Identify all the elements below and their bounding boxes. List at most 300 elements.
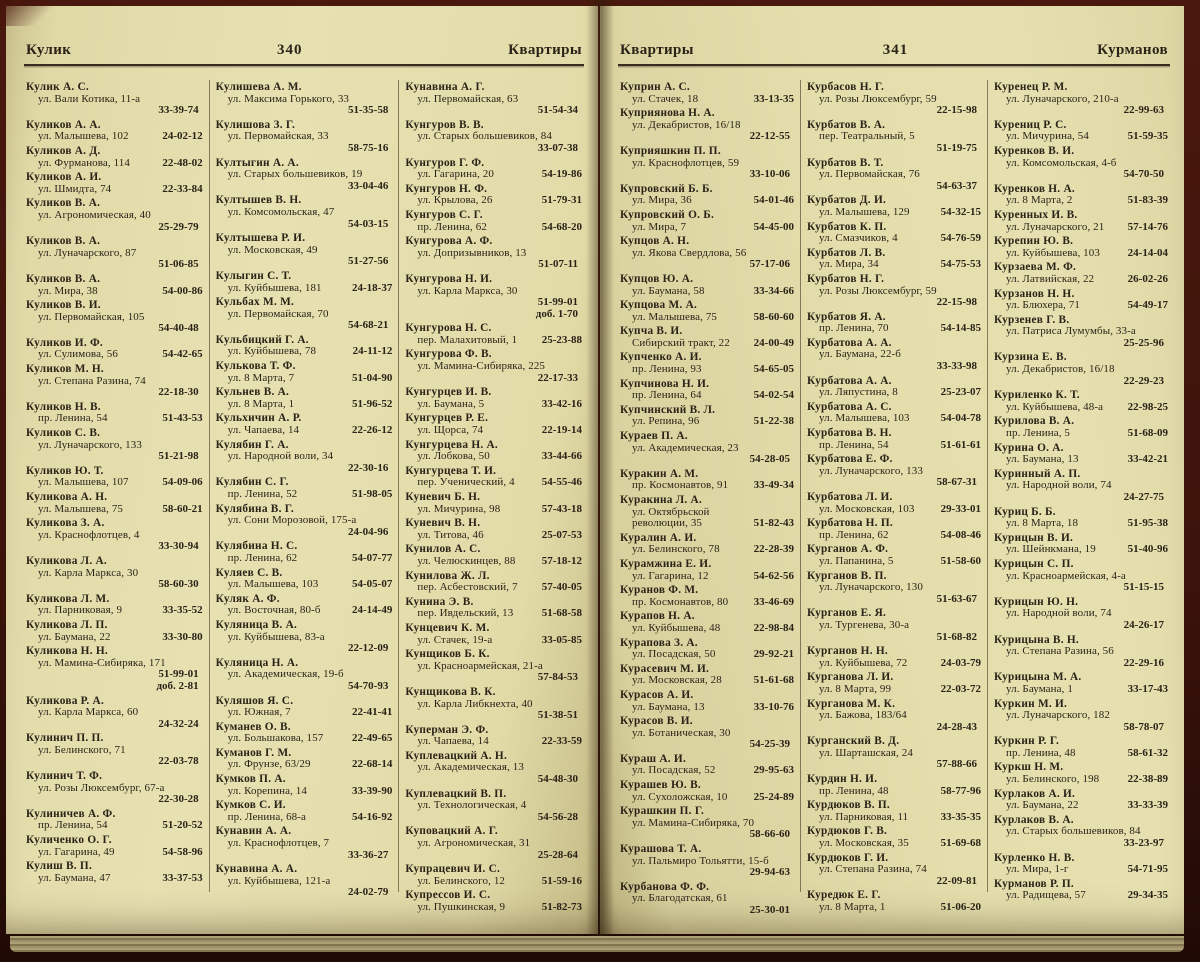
entry-phone: 58-66-60 bbox=[749, 828, 790, 841]
entry-line bbox=[620, 480, 794, 492]
entry-name: Курдин Н. И. bbox=[807, 773, 878, 786]
entry-name: Курдюков Г. И. bbox=[807, 851, 889, 864]
entry-line bbox=[620, 597, 794, 609]
directory-entry bbox=[807, 312, 981, 335]
entry-line bbox=[26, 756, 203, 768]
entry-address: ул. Народной воли, 74 bbox=[1006, 607, 1112, 620]
entry-address: ул. Краснофлотцев, 4 bbox=[38, 528, 140, 541]
entry-line bbox=[405, 195, 582, 207]
entry-phone: 22-98-84 bbox=[753, 621, 794, 634]
entry-name: Куприянова Н. А. bbox=[620, 107, 715, 120]
entry-address: ул. Академическая, 13 bbox=[417, 761, 524, 774]
entry-address: ул. Гагарина, 49 bbox=[38, 845, 115, 858]
entry-address: ул. Баумана, 5 bbox=[417, 397, 485, 410]
directory-entry bbox=[994, 82, 1168, 117]
entry-line bbox=[994, 544, 1168, 556]
entry-phone: 22-98-25 bbox=[1127, 400, 1168, 413]
entry-name: Куликов Н. В. bbox=[26, 400, 101, 413]
entry-address: ул. Мамина-Сибиряка, 225 bbox=[417, 360, 546, 373]
directory-entry bbox=[26, 364, 203, 399]
directory-entry bbox=[994, 146, 1168, 181]
entry-name: Купченко А. И. bbox=[620, 351, 702, 364]
entry-name: Кунгуров С. Г. bbox=[405, 208, 483, 221]
entry-name: Кунгурова Н. И. bbox=[405, 272, 493, 285]
entry-phone: 24-02-12 bbox=[162, 130, 203, 143]
entry-line bbox=[26, 158, 203, 170]
entry-line bbox=[26, 323, 203, 335]
entry-phone: 29-95-63 bbox=[753, 764, 794, 777]
entry-line bbox=[994, 492, 1168, 504]
entry-name: Кулиничев А. Ф. bbox=[26, 807, 116, 820]
column-6 bbox=[987, 80, 1174, 902]
entry-address: ул. Благодатская, 61 bbox=[632, 892, 728, 905]
entry-name: Кульнев В. А. bbox=[215, 386, 290, 399]
entry-name: Куплевацкий А. Н. bbox=[405, 749, 508, 762]
entry-name: Курасов А. И. bbox=[620, 688, 694, 701]
entry-phone: 22-19-14 bbox=[541, 424, 583, 437]
directory-entry bbox=[216, 195, 393, 230]
entry-phone: 57-18-12 bbox=[541, 554, 583, 567]
entry-address: ул. Старых большевиков, 19 bbox=[227, 168, 363, 181]
entry-address: ул. 8 Марта, 7 bbox=[227, 371, 295, 384]
entry-line bbox=[216, 320, 393, 332]
entry-phone: 51-15-15 bbox=[1123, 581, 1164, 594]
directory-entry bbox=[994, 789, 1168, 812]
entry-name: Купрессов И. С. bbox=[405, 889, 491, 902]
entry-phone: 24-14-49 bbox=[352, 604, 393, 617]
entry-address: ул. Степана Разина, 74 bbox=[38, 374, 146, 387]
entry-phone: 24-11-12 bbox=[352, 345, 393, 358]
entry-line bbox=[216, 812, 393, 824]
entry-name: Курбатова В. Н. bbox=[807, 427, 892, 440]
entry-address: ул. Розы Люксембург, 67-а bbox=[38, 781, 165, 794]
entry-line bbox=[405, 399, 582, 411]
column-1 bbox=[20, 80, 209, 892]
directory-entry bbox=[216, 271, 393, 294]
entry-phone: 22-26-12 bbox=[352, 424, 393, 437]
entry-line bbox=[405, 361, 582, 373]
entry-address: ул. Технологическая, 4 bbox=[417, 799, 527, 812]
entry-line bbox=[620, 222, 794, 234]
directory-entry bbox=[994, 853, 1168, 876]
entry-name: Курбасов Н. Г. bbox=[807, 81, 885, 93]
entry-phone: 54-25-39 bbox=[749, 738, 790, 751]
entry-line bbox=[994, 364, 1168, 376]
entry-phone: 54-55-46 bbox=[541, 476, 583, 489]
entry-address: ул. Первомайская, 33 bbox=[227, 130, 329, 143]
entry-line bbox=[620, 623, 794, 635]
entry-line bbox=[405, 902, 582, 914]
entry-phone: 58-78-07 bbox=[1123, 720, 1164, 733]
entry-line bbox=[405, 425, 582, 437]
entry-line bbox=[26, 131, 203, 143]
entry-line bbox=[620, 675, 794, 687]
entry-address: ул. Баумана, 13 bbox=[1006, 453, 1079, 466]
entry-name: Куринный А. П. bbox=[994, 467, 1081, 480]
entry-line bbox=[405, 838, 582, 850]
entry-line bbox=[620, 94, 794, 106]
entry-address: ул. Мира, 7 bbox=[632, 220, 687, 233]
entry-line bbox=[807, 722, 981, 734]
entry-phone: 22-29-16 bbox=[1123, 656, 1164, 669]
entry-line bbox=[216, 373, 393, 385]
entry-line bbox=[994, 428, 1168, 440]
entry-line bbox=[405, 222, 582, 234]
entry-address: ул. Красноармейская, 21-а bbox=[417, 659, 543, 672]
directory-entry bbox=[994, 736, 1168, 759]
entry-phone: 22-12-09 bbox=[348, 642, 389, 655]
entry-phone: 51-59-35 bbox=[1127, 130, 1168, 143]
entry-line bbox=[26, 286, 203, 298]
entry-line bbox=[26, 632, 203, 644]
entry-name: Кунгурцева Н. А. bbox=[405, 438, 498, 451]
entry-address: ул. Фрунзе, 63/29 bbox=[227, 758, 311, 771]
directory-entry bbox=[405, 751, 582, 786]
entry-line bbox=[620, 169, 794, 181]
entry-name: Курлаков А. И. bbox=[994, 787, 1076, 800]
entry-line bbox=[994, 838, 1168, 850]
entry-address: ул. Карла Либкнехта, 40 bbox=[417, 697, 533, 710]
entry-line bbox=[216, 579, 393, 591]
entry-name: Куредюк Е. Г. bbox=[807, 889, 881, 902]
directory-entry bbox=[994, 597, 1168, 632]
entry-name: Куликова Л. А. bbox=[26, 554, 107, 567]
entry-address: ул. Московская, 49 bbox=[227, 243, 318, 256]
entry-line bbox=[26, 387, 203, 399]
directory-entry bbox=[994, 262, 1168, 285]
directory-entry bbox=[807, 428, 981, 451]
entry-line bbox=[405, 143, 582, 155]
entry-phone: 24-28-43 bbox=[936, 720, 977, 733]
entry-phone: доб. 2-81 bbox=[156, 679, 199, 692]
entry-line bbox=[807, 812, 981, 824]
entry-address: ул. 8 Марта, 1 bbox=[819, 901, 886, 913]
directory-entry bbox=[216, 594, 393, 617]
entry-name: Куперман Э. Ф. bbox=[405, 723, 489, 736]
entry-address: пер. Театральный, 5 bbox=[819, 130, 915, 143]
directory-entry bbox=[807, 222, 981, 245]
entry-phone: 54-71-95 bbox=[1127, 863, 1168, 876]
entry-address: пр. Ленина, 62 bbox=[227, 551, 298, 564]
entry-phone: 33-46-69 bbox=[753, 595, 794, 608]
entry-phone: 54-68-21 bbox=[348, 319, 389, 332]
entry-line bbox=[405, 710, 582, 722]
entry-line bbox=[216, 759, 393, 771]
entry-line bbox=[994, 800, 1168, 812]
entry-line bbox=[807, 387, 981, 399]
directory-entry bbox=[807, 544, 981, 567]
entry-phone: 51-06-85 bbox=[158, 258, 199, 271]
entry-address: ул. Карла Маркса, 60 bbox=[38, 706, 139, 719]
entry-address: ул. Белинского, 78 bbox=[632, 543, 720, 556]
entry-address: ул. Академическая, 23 bbox=[632, 441, 739, 454]
header-rule bbox=[24, 64, 584, 66]
entry-line bbox=[26, 681, 203, 693]
entry-line bbox=[405, 530, 582, 542]
entry-line bbox=[807, 684, 981, 696]
entry-address: ул. Щорса, 74 bbox=[417, 424, 484, 437]
column-3 bbox=[398, 80, 588, 913]
entry-name: Курашев Ю. В. bbox=[620, 779, 701, 792]
entry-phone: 54-75-53 bbox=[940, 258, 981, 271]
entry-line bbox=[216, 181, 393, 193]
entry-name: Куликова Л. П. bbox=[26, 618, 108, 631]
entry-phone: 22-09-81 bbox=[936, 874, 977, 887]
entry-line bbox=[807, 169, 981, 181]
entry-line bbox=[216, 887, 393, 899]
entry-line bbox=[807, 620, 981, 632]
entry-line bbox=[994, 402, 1168, 414]
entry-name: Курлаков В. А. bbox=[994, 813, 1074, 826]
entry-phone: 33-42-16 bbox=[541, 397, 583, 410]
entry-address: ул. Репина, 96 bbox=[632, 415, 700, 428]
entry-name: Куранов Ф. М. bbox=[620, 584, 699, 597]
directory-entry bbox=[620, 82, 794, 105]
entry-name: Култышева Р. И. bbox=[215, 232, 306, 245]
entry-name: Кунгурова Н. С. bbox=[405, 322, 492, 335]
entry-line bbox=[620, 364, 794, 376]
directory-entry bbox=[807, 454, 981, 489]
entry-address: ул. Карла Маркса, 30 bbox=[417, 284, 518, 297]
entry-name: Курашова Т. А. bbox=[620, 843, 702, 856]
entry-line bbox=[26, 349, 203, 361]
entry-phone: 54-04-78 bbox=[940, 412, 981, 425]
entry-phone: 58-60-60 bbox=[753, 310, 794, 323]
entry-name: Кулинич П. П. bbox=[26, 732, 104, 745]
directory-entry bbox=[807, 338, 981, 373]
entry-name: Курбатова Н. П. bbox=[807, 517, 893, 530]
directory-entry bbox=[807, 736, 981, 771]
entry-address: ул. Первомайская, 63 bbox=[417, 92, 519, 105]
entry-name: Курбатов В. А. bbox=[807, 118, 886, 131]
entry-name: Курасов В. И. bbox=[620, 715, 693, 728]
entry-line bbox=[405, 169, 582, 181]
entry-phone: 22-28-39 bbox=[753, 543, 794, 556]
directory-entry bbox=[994, 559, 1168, 594]
directory-entry bbox=[994, 236, 1168, 259]
entry-line bbox=[26, 222, 203, 234]
entry-phone: 25-23-88 bbox=[541, 333, 583, 346]
entry-line bbox=[994, 864, 1168, 876]
entry-phone: 54-62-56 bbox=[753, 569, 794, 582]
entry-address: ул. Мичурина, 98 bbox=[417, 502, 501, 515]
entry-line bbox=[26, 259, 203, 271]
directory-entry bbox=[26, 120, 203, 143]
entry-line bbox=[216, 786, 393, 798]
entry-phone: 29-92-21 bbox=[753, 648, 794, 661]
entry-line bbox=[807, 556, 981, 568]
directory-entry bbox=[26, 402, 203, 425]
directory-entry bbox=[26, 300, 203, 335]
running-head-right: Курманов bbox=[1097, 42, 1168, 58]
entry-name: Куриленко К. Т. bbox=[994, 389, 1080, 402]
entry-name: Кунгуров Г. Ф. bbox=[405, 156, 485, 169]
entry-address: пр. Ленина, 54 bbox=[38, 412, 108, 425]
entry-name: Култыгин А. А. bbox=[215, 156, 299, 169]
entry-phone: 29-94-63 bbox=[749, 866, 790, 879]
running-head-right: Квартиры bbox=[508, 42, 582, 58]
entry-name: Кулябина Н. С. bbox=[215, 540, 298, 553]
entry-name: Кунщикова В. К. bbox=[405, 685, 496, 698]
entry-address: ул. Мира, 34 bbox=[819, 258, 879, 271]
entry-address: пр. Ленина, 52 bbox=[227, 488, 298, 500]
entry-address: ул. Куйбышева, 48 bbox=[632, 621, 721, 634]
entry-phone: 54-08-46 bbox=[940, 528, 981, 541]
entry-name: Кунгуров Н. Ф. bbox=[405, 182, 488, 195]
entry-line bbox=[405, 582, 582, 594]
directory-entry bbox=[26, 594, 203, 617]
entry-phone: 22-49-65 bbox=[352, 732, 393, 745]
entry-name: Курманов Р. П. bbox=[994, 877, 1074, 890]
entry-address: ул. Декабристов, 16/18 bbox=[632, 118, 741, 131]
entry-phone: 54-42-65 bbox=[162, 348, 203, 361]
entry-name: Курганов Н. Н. bbox=[807, 645, 888, 658]
directory-entry bbox=[216, 568, 393, 591]
entry-phone: 57-40-05 bbox=[541, 581, 583, 594]
entry-name: Куренец Р. М. bbox=[994, 81, 1068, 93]
entry-line bbox=[620, 867, 794, 879]
entry-phone: 51-07-11 bbox=[538, 258, 579, 271]
entry-phone: 54-32-15 bbox=[940, 205, 981, 218]
entry-phone: 54-49-17 bbox=[1127, 299, 1168, 312]
entry-phone: 33-33-98 bbox=[936, 360, 977, 373]
entry-name: Кунавин А. А. bbox=[215, 825, 292, 838]
entry-address: ул. Папанина, 5 bbox=[819, 554, 894, 567]
entry-address: ул. Краснофлотцев, 59 bbox=[632, 156, 740, 169]
directory-entry bbox=[620, 352, 794, 375]
entry-line bbox=[807, 632, 981, 644]
entry-address: ул. Степана Разина, 74 bbox=[819, 863, 927, 876]
directory-entry bbox=[807, 82, 981, 117]
entry-line bbox=[405, 672, 582, 684]
entry-name: Култышев В. Н. bbox=[215, 194, 302, 207]
entry-address: ул. Стачек, 18 bbox=[632, 92, 699, 105]
directory-entry bbox=[994, 352, 1168, 387]
directory-entry bbox=[405, 725, 582, 748]
entry-address: пер. Ученический, 4 bbox=[417, 476, 515, 489]
entry-line bbox=[216, 105, 393, 117]
entry-line bbox=[807, 181, 981, 193]
entry-address: ул. Академическая, 19-б bbox=[227, 668, 344, 681]
entry-line bbox=[26, 794, 203, 806]
directory-entry bbox=[807, 853, 981, 888]
directory-entry bbox=[807, 646, 981, 669]
entry-phone: 25-07-53 bbox=[541, 528, 583, 541]
entry-line bbox=[405, 105, 582, 117]
entry-address: ул. Агрономическая, 31 bbox=[417, 837, 531, 850]
entry-line bbox=[216, 143, 393, 155]
entry-name: Куневич Б. Н. bbox=[405, 491, 481, 503]
entry-address: ул. 8 Марта, 18 bbox=[1006, 517, 1079, 530]
entry-phone: 25-28-64 bbox=[537, 848, 579, 861]
directory-entry bbox=[26, 620, 203, 643]
entry-address: ул. Лобкова, 50 bbox=[417, 450, 490, 463]
directory-entry bbox=[620, 236, 794, 271]
entry-phone: 22-15-98 bbox=[936, 104, 977, 117]
entry-address: ул. Первомайская, 70 bbox=[227, 307, 329, 320]
directory-entry bbox=[994, 507, 1168, 530]
entry-line bbox=[216, 463, 393, 475]
entry-address: ул. Сони Морозовой, 175-а bbox=[227, 514, 357, 527]
entry-line bbox=[620, 195, 794, 207]
directory-entry bbox=[26, 518, 203, 553]
entry-phone: 54-05-07 bbox=[352, 578, 393, 591]
entry-line bbox=[216, 219, 393, 231]
directory-entry bbox=[620, 611, 794, 634]
entry-phone: 24-18-37 bbox=[352, 281, 393, 294]
entry-line bbox=[807, 786, 981, 798]
entry-name: Курзенев Г. В. bbox=[994, 313, 1070, 326]
entry-line bbox=[405, 850, 582, 862]
entry-line bbox=[620, 739, 794, 751]
entry-name: Кунгурова А. Ф. bbox=[405, 235, 493, 248]
entry-name: Куликова З. А. bbox=[26, 517, 105, 530]
entry-line bbox=[405, 373, 582, 385]
entry-name: Курапов Н. А. bbox=[620, 610, 695, 623]
entry-phone: 22-99-63 bbox=[1123, 104, 1164, 117]
entry-name: Курашкин П. Г. bbox=[620, 805, 705, 818]
entry-phone: 54-70-50 bbox=[1123, 168, 1164, 181]
entry-name: Кунгурова Ф. В. bbox=[405, 348, 492, 361]
directory-entry bbox=[994, 635, 1168, 670]
entry-phone: 54-03-15 bbox=[348, 217, 389, 230]
entry-phone: 29-34-35 bbox=[1127, 889, 1168, 902]
entry-line bbox=[620, 544, 794, 556]
entry-name: Купцов Ю. А. bbox=[620, 272, 694, 285]
entry-address: ул. Куйбышева, 78 bbox=[227, 345, 317, 358]
entry-name: Курганов В. П. bbox=[807, 569, 887, 582]
entry-name: Курзина Е. В. bbox=[994, 351, 1067, 364]
entry-line bbox=[620, 702, 794, 714]
entry-line bbox=[26, 707, 203, 719]
entry-address: ул. Парниковая, 9 bbox=[38, 604, 123, 617]
entry-address: пр. Ленина, 62 bbox=[819, 528, 889, 541]
entry-name: Кунилова Ж. Л. bbox=[405, 569, 490, 582]
directory-entry bbox=[994, 443, 1168, 466]
entry-name: Курганов А. Ф. bbox=[807, 543, 889, 556]
entry-phone: 33-05-85 bbox=[541, 633, 583, 646]
entry-address: ул. Сухоложская, 10 bbox=[632, 790, 728, 803]
entry-phone: 22-03-78 bbox=[158, 755, 199, 768]
directory-entry bbox=[405, 274, 582, 320]
directory-entry bbox=[26, 274, 203, 297]
directory-entry bbox=[26, 466, 203, 489]
entry-phone: 33-30-94 bbox=[158, 540, 199, 553]
entry-phone: 57-43-18 bbox=[541, 502, 583, 515]
entry-address: ул. Белинского, 71 bbox=[38, 743, 126, 756]
directory-entry bbox=[405, 649, 582, 684]
entry-line bbox=[405, 297, 582, 309]
entry-address: ул. Шарташская, 24 bbox=[819, 746, 913, 759]
entry-name: Куляница Н. А. bbox=[215, 656, 299, 669]
entry-phone: 54-02-54 bbox=[753, 389, 794, 402]
entry-phone: 24-02-79 bbox=[348, 886, 389, 899]
entry-phone: 22-38-89 bbox=[1127, 773, 1168, 786]
entry-address: ул. Мамина-Сибиряка, 70 bbox=[632, 816, 755, 829]
entry-phone: 33-44-66 bbox=[541, 450, 583, 463]
entry-line bbox=[620, 390, 794, 402]
directory-entry bbox=[620, 431, 794, 466]
entry-name: Кунилов А. С. bbox=[405, 543, 481, 556]
entry-phone: 22-29-23 bbox=[1123, 374, 1164, 387]
entry-phone: 51-54-34 bbox=[537, 104, 579, 117]
entry-line bbox=[216, 425, 393, 437]
entry-name: Куляница В. А. bbox=[215, 618, 298, 631]
entry-line bbox=[620, 905, 794, 917]
entry-name: Курапова З. А. bbox=[620, 636, 698, 649]
directory-entry bbox=[620, 844, 794, 879]
entry-phone: 51-82-43 bbox=[753, 517, 794, 530]
